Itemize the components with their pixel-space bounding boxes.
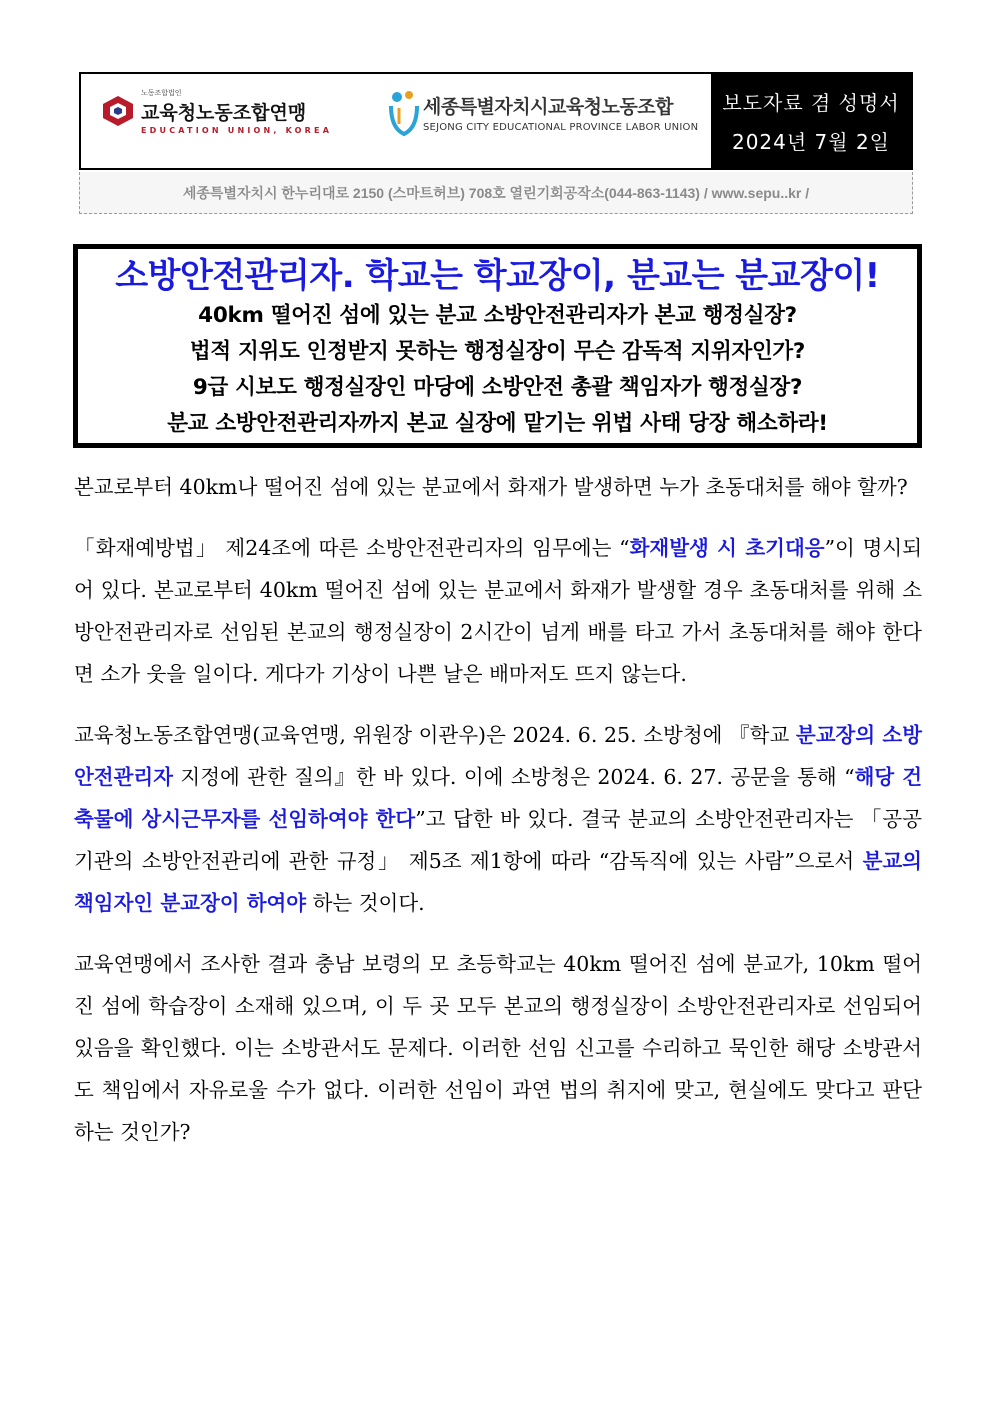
union-emblem-icon [103, 96, 133, 126]
press-release-info [711, 74, 911, 168]
paragraph-3 [74, 714, 922, 924]
address-text: 세종특별자치시 한누리대로 2150 (스마트허브) 708호 열린기회공작소(044-863-1143) / www.sepu..kr / [182, 184, 810, 201]
logo1-english: EDUCATION UNION, KOREA [141, 126, 333, 135]
sejong-emblem-icon [387, 88, 421, 138]
subheadline-1: 40km 떨어진 섬에 있는 분교 소방안전관리자가 본교 행정실장? [198, 303, 797, 328]
education-union-logo [81, 74, 381, 168]
paragraph-1: 본교로부터 40km나 떨어진 섬에 있는 분교에서 화재가 발생하면 누가 초동대처를 해야 할까? [74, 475, 908, 499]
subheadline-3: 9급 시보도 행정실장인 마당에 소방안전 총괄 책임자가 행정실장? [192, 375, 803, 400]
p2-text-b: ”이 명시되어 있다. 본교로부터 40km 떨어진 섬에 있는 분교에서 화재가 발생할 경우 초동대처를 위해 소방안전관리자로 선임된 본교의 행정실장이 2시간이 넘게 배를 타고 가서 초동대처를 해야 한다면 소가 웃을 일이다. 게다가 기상이 나쁜 날은 배마저도 뜨지 않는다. [74, 536, 922, 686]
p3-text-b: 지정에 관한 질의』한 바 있다. 이에 소방청은 2024. 6. 27. 공문을 통해 “ [173, 765, 855, 789]
paragraph-2 [74, 527, 922, 695]
doc-type: 보도자료 겸 성명서 [722, 91, 900, 115]
p3-highlight-3: 분교의 책임자인 분교장이 하여야 [74, 849, 922, 915]
p3-text-a: 교육청노동조합연맹(교육연맹, 위원장 이관우)은 2024. 6. 25. 소방청에 『학교 [74, 723, 796, 747]
logo2-title: 세종특별자치시교육청노동조합 [423, 96, 673, 118]
headline-box [73, 244, 922, 448]
logo1-title: 교육청노동조합연맹 [141, 102, 307, 124]
p3-highlight-1: 분교장의 소방안전관리자 [74, 723, 922, 789]
subheadline-4: 분교 소방안전관리자까지 본교 실장에 맡기는 위법 사태 당장 해소하라! [167, 411, 828, 436]
p3-text-c: ”고 답한 바 있다. 결국 분교의 소방안전관리자는 「공공기관의 소방안전관리에 관한 규정」 제5조 제1항에 따라 “감독직에 있는 사람”으로서 [74, 807, 922, 873]
subheadline-2: 법적 지위도 인정받지 못하는 행정실장이 무슨 감독적 지위자인가? [189, 339, 806, 364]
p2-highlight-1: 화재발생 시 초기대응 [629, 536, 825, 560]
headline: 소방안전관리자. 학교는 학교장이, 분교는 분교장이! [115, 256, 880, 296]
p3-highlight-2: 해당 건축물에 상시근무자를 선임하여야 한다 [74, 765, 922, 831]
article-body [74, 466, 922, 1172]
p3-text-d: 하는 것이다. [306, 891, 425, 915]
release-date: 2024년 7월 2일 [731, 130, 891, 154]
logo1-small-text: 노동조합법인 [141, 89, 182, 97]
header-box [79, 72, 913, 170]
p2-text-a: 「화재예방법」 제24조에 따른 소방안전관리자의 임무에는 “ [74, 536, 630, 560]
logo2-english: SEJONG CITY EDUCATIONAL PROVINCE LABOR UNION [423, 122, 699, 133]
sejong-union-logo [381, 74, 711, 168]
paragraph-4: 교육연맹에서 조사한 결과 충남 보령의 모 초등학교는 40km 떨어진 섬에 분교가, 10km 떨어진 섬에 학습장이 소재해 있으며, 이 두 곳 모두 본교의 행정실장이 소방안전관리자로 선임되어 있음을 확인했다. 이는 소방관서도 문제다. 이러한 선임 신고를 수리하고 묵인한 해당 소방관서도 책임에서 자유로울 수가 없다. 이러한 선임이 과연 법의 취지에 맞고, 현실에도 맞다고 판단하는 것인가? [74, 952, 922, 1144]
address-bar [79, 172, 913, 214]
